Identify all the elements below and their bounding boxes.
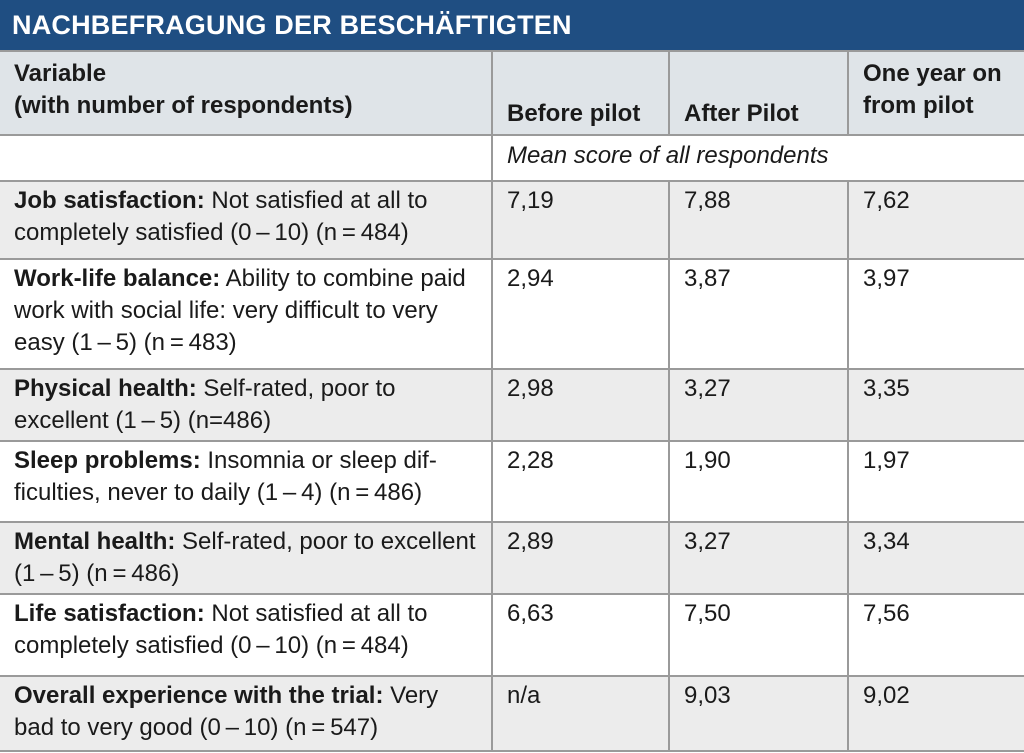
variable-label: Life satisfaction: (14, 600, 205, 627)
variable-cell (0, 594, 492, 676)
table-row (0, 369, 1024, 441)
before-value: 2,89 (492, 522, 669, 594)
table-row (0, 259, 1024, 369)
variable-header-line2: (with number of respondents) (14, 92, 353, 119)
variable-description: Not satisfied at all to completely satisfied (0 – 10) (n = 484) (14, 187, 428, 246)
column-header-variable (0, 51, 492, 135)
variable-description: Ability to combine paid work with social life: very difficult to very easy (1 – 5) (n = 483) (14, 265, 466, 356)
one-year-header-line1: One year on (863, 60, 1002, 87)
one-year-value: 7,56 (848, 594, 1024, 676)
before-value: 2,28 (492, 441, 669, 522)
column-header-before: Before pilot (492, 51, 669, 135)
after-value: 3,87 (669, 259, 848, 369)
after-value: 3,27 (669, 522, 848, 594)
results-table (0, 50, 1024, 752)
mean-score-label: Mean score of all respondents (492, 135, 1024, 181)
variable-description: Not satisfied at all to completely satisfied (0 – 10) (n = 484) (14, 600, 428, 659)
variable-description: Insomnia or sleep difficulties, never to daily (1 – 4) (n = 486) (14, 447, 437, 506)
one-year-value: 9,02 (848, 676, 1024, 751)
variable-cell (0, 369, 492, 441)
one-year-value: 1,97 (848, 441, 1024, 522)
one-year-value: 3,34 (848, 522, 1024, 594)
after-value: 9,03 (669, 676, 848, 751)
table-row (0, 181, 1024, 259)
variable-cell (0, 181, 492, 259)
before-value: 2,98 (492, 369, 669, 441)
header-row (0, 51, 1024, 135)
table-row (0, 441, 1024, 522)
variable-label: Job satisfaction: (14, 187, 205, 214)
one-year-value: 3,97 (848, 259, 1024, 369)
variable-description: Self-rated, poor to excellent (1 – 5) (n=486) (14, 375, 396, 434)
one-year-value: 3,35 (848, 369, 1024, 441)
one-year-value: 7,62 (848, 181, 1024, 259)
table-row (0, 676, 1024, 751)
variable-description: Very bad to very good (0 – 10) (n = 547) (14, 682, 439, 741)
before-value: 7,19 (492, 181, 669, 259)
after-value: 7,50 (669, 594, 848, 676)
before-value: 2,94 (492, 259, 669, 369)
subheader-row (0, 135, 1024, 181)
variable-label: Overall experience with the trial: (14, 682, 384, 709)
column-header-after: After Pilot (669, 51, 848, 135)
after-value: 3,27 (669, 369, 848, 441)
table-row (0, 594, 1024, 676)
variable-cell (0, 259, 492, 369)
variable-description: Self-rated, poor to excellent (1 – 5) (n = 486) (14, 528, 476, 587)
table-row (0, 522, 1024, 594)
variable-cell (0, 676, 492, 751)
variable-cell (0, 441, 492, 522)
variable-header-line1: Variable (14, 60, 107, 87)
before-value: n/a (492, 676, 669, 751)
variable-label: Sleep problems: (14, 447, 201, 474)
table-title: NACHBEFRAGUNG DER BESCHÄFTIGTEN (0, 0, 1024, 50)
variable-label: Physical health: (14, 375, 197, 402)
variable-cell (0, 522, 492, 594)
column-header-one-year (848, 51, 1024, 135)
variable-label: Mental health: (14, 528, 176, 555)
variable-label: Work-life balance: (14, 265, 221, 292)
subheader-empty-cell (0, 135, 492, 181)
after-value: 1,90 (669, 441, 848, 522)
after-value: 7,88 (669, 181, 848, 259)
one-year-header-line2: from pilot (863, 92, 974, 119)
before-value: 6,63 (492, 594, 669, 676)
